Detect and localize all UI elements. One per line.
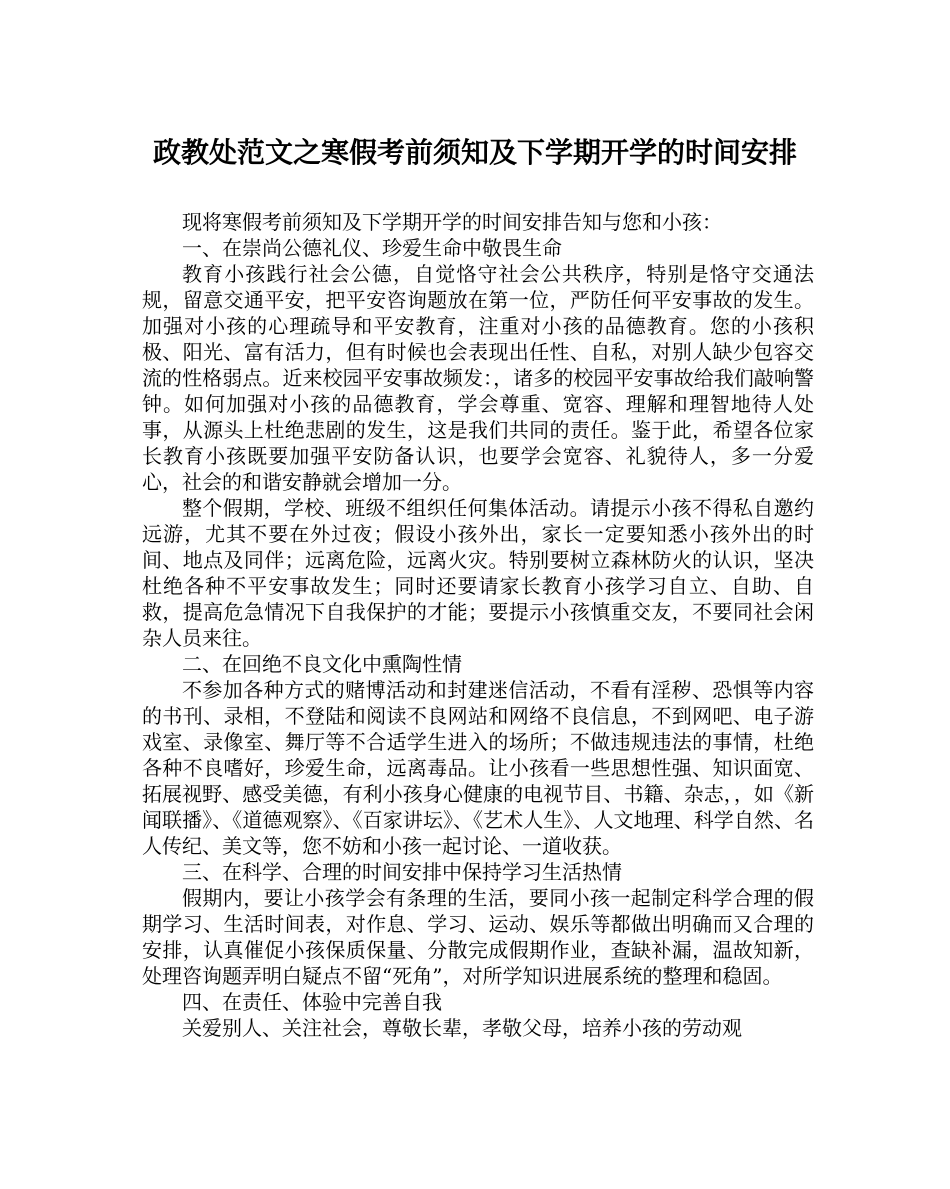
body-paragraph: 整个假期，学校、班级不组织任何集体活动。请提示小孩不得私自邀约远游，尤其不要在外过夜；假设小孩外出，家长一定要知悉小孩外出的时间、地点及同伴；远离危险，远离火灾。特别要树立森林防火的认识，坚决杜绝各种不平安事故发生；同时还要请家长教育小孩学习自立、自助、自救，提高危急情况下自我保护的才能；要提示小孩慎重交友，不要同社会闲杂人员来往。 xyxy=(142,496,814,650)
section-heading: 三、在科学、合理的时间安排中保持学习生活热情 xyxy=(182,860,622,884)
body-paragraph: 不参加各种方式的赌博活动和封建迷信活动，不看有淫秽、恐惧等内容的书刊、录相，不登陆和阅读不良网站和网络不良信息，不到网吧、电子游戏室、录像室、舞厅等不合适学生进入的场所；不做违规违法的事情，杜绝各种不良嗜好，珍爱生命，远离毒品。让小孩看一些思想性强、知识面宽、拓展视野、感受美德，有利小孩身心健康的电视节目、书籍、杂志，，如《新闻联播》、《道德观察》、《百家讲坛》、《艺术人生》、人文地理、科学自然、名人传纪、美文等，您不妨和小孩一起讨论、一道收获。 xyxy=(142,678,814,858)
document-body xyxy=(142,209,814,1041)
body-paragraph: 假期内，要让小孩学会有条理的生活，要同小孩一起制定科学合理的假期学习、生活时间表，对作息、学习、运动、娱乐等都做出明确而又合理的安排，认真催促小孩保质保量、分散完成假期作业，查缺补漏，温故知新，处理咨询题弄明白疑点不留“死角”，对所学知识进展系统的整理和稳固。 xyxy=(142,886,814,988)
section-heading: 二、在回绝不良文化中熏陶性情 xyxy=(182,652,462,676)
body-paragraph: 现将寒假考前须知及下学期开学的时间安排告知与您和小孩： xyxy=(182,210,722,234)
section-heading: 四、在责任、体验中完善自我 xyxy=(182,990,442,1014)
body-paragraph: 教育小孩践行社会公德，自觉恪守社会公共秩序，特别是恪守交通法规，留意交通平安，把平安咨询题放在第一位，严防任何平安事故的发生。加强对小孩的心理疏导和平安教育，注重对小孩的品德教育。您的小孩积极、阳光、富有活力，但有时候也会表现出任性、自私，对别人缺少包容交流的性格弱点。近来校园平安事故频发：，诸多的校园平安事故给我们敲响警钟。如何加强对小孩的品德教育，学会尊重、宽容、理解和理智地待人处事，从源头上杜绝悲剧的发生，这是我们共同的责任。鉴于此，希望各位家长教育小孩既要加强平安防备认识，也要学会宽容、礼貌待人，多一分爱心，社会的和谐安静就会增加一分。 xyxy=(142,262,814,494)
body-paragraph: 关爱别人、关注社会，尊敬长辈，孝敬父母，培养小孩的劳动观 xyxy=(182,1016,742,1040)
section-heading: 一、在崇尚公德礼仪、珍爱生命中敬畏生命 xyxy=(182,236,562,260)
page-title: 政教处范文之寒假考前须知及下学期开学的时间安排 xyxy=(152,136,797,169)
